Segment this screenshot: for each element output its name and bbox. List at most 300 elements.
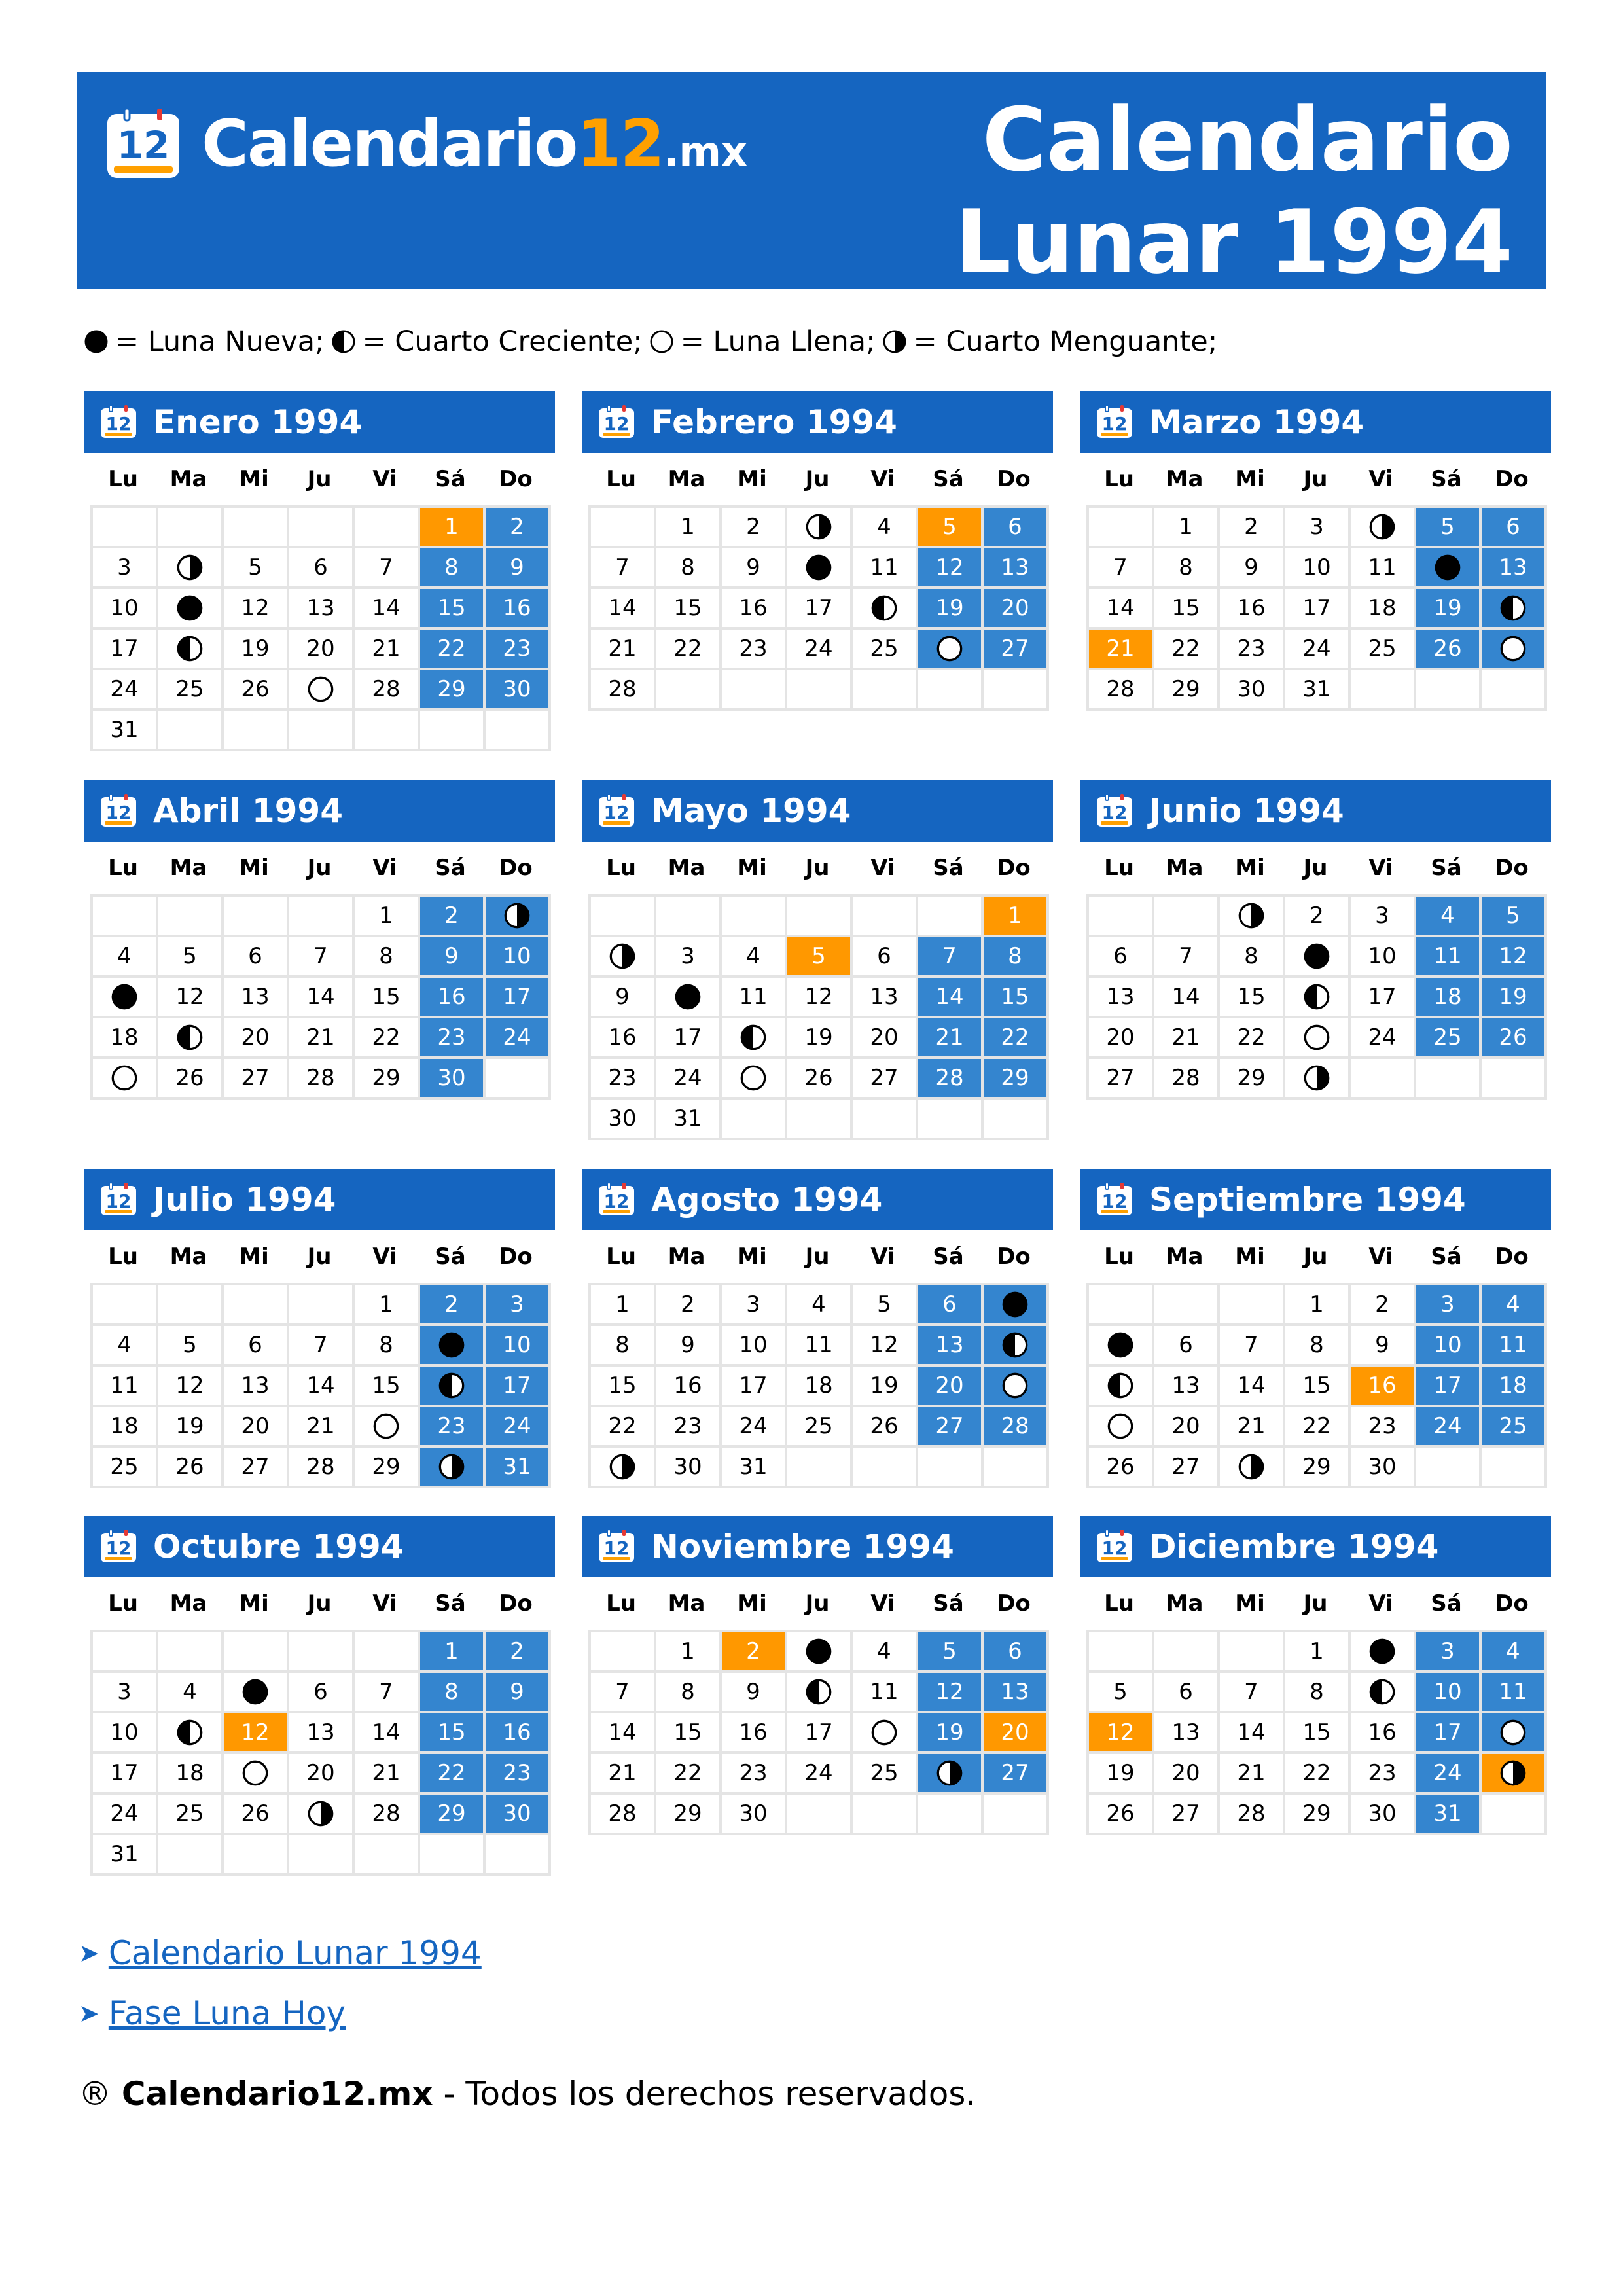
day-cell[interactable]: 23	[721, 628, 786, 669]
day-cell[interactable]: 11	[1480, 1325, 1546, 1365]
day-cell[interactable]: 20	[1088, 1017, 1153, 1058]
day-cell[interactable]: 28	[288, 1058, 353, 1098]
day-cell[interactable]: 26	[1088, 1793, 1153, 1834]
day-cell[interactable]: 24	[1349, 1017, 1415, 1058]
day-cell[interactable]: 17	[1415, 1712, 1480, 1753]
day-cell[interactable]: 25	[157, 1793, 223, 1834]
day-cell[interactable]: 14	[590, 588, 655, 628]
day-cell[interactable]: 17	[92, 628, 157, 669]
day-cell[interactable]: 5	[851, 1284, 917, 1325]
day-cell[interactable]: 8	[419, 547, 484, 588]
day-cell-moon[interactable]	[1284, 1058, 1349, 1098]
day-cell[interactable]: 19	[1480, 977, 1546, 1017]
link-0[interactable]: Calendario Lunar 1994	[108, 1934, 482, 1972]
day-cell[interactable]: 6	[1480, 507, 1546, 547]
day-cell[interactable]: 10	[1415, 1325, 1480, 1365]
day-cell[interactable]: 1	[353, 895, 419, 936]
day-cell[interactable]: 16	[1349, 1365, 1415, 1406]
day-cell[interactable]: 5	[157, 936, 223, 977]
day-cell[interactable]: 7	[1219, 1672, 1284, 1712]
day-cell[interactable]: 2	[419, 895, 484, 936]
day-cell[interactable]: 1	[353, 1284, 419, 1325]
day-cell[interactable]: 30	[1349, 1793, 1415, 1834]
day-cell[interactable]: 16	[655, 1365, 721, 1406]
day-cell-moon[interactable]	[786, 1672, 851, 1712]
day-cell-moon[interactable]	[484, 895, 550, 936]
day-cell[interactable]: 9	[655, 1325, 721, 1365]
day-cell-moon[interactable]	[157, 1017, 223, 1058]
day-cell[interactable]: 24	[1415, 1753, 1480, 1793]
day-cell[interactable]: 2	[721, 507, 786, 547]
day-cell[interactable]: 28	[982, 1406, 1048, 1446]
day-cell[interactable]: 7	[288, 936, 353, 977]
day-cell[interactable]: 6	[917, 1284, 982, 1325]
day-cell[interactable]: 28	[590, 669, 655, 709]
day-cell[interactable]: 21	[1219, 1753, 1284, 1793]
day-cell[interactable]: 25	[851, 628, 917, 669]
day-cell[interactable]: 15	[1284, 1365, 1349, 1406]
day-cell[interactable]: 13	[982, 1672, 1048, 1712]
day-cell[interactable]: 21	[590, 1753, 655, 1793]
day-cell[interactable]: 13	[1480, 547, 1546, 588]
day-cell[interactable]: 16	[419, 977, 484, 1017]
day-cell[interactable]: 17	[92, 1753, 157, 1793]
day-cell[interactable]: 1	[1153, 507, 1219, 547]
day-cell[interactable]: 4	[721, 936, 786, 977]
day-cell[interactable]: 20	[917, 1365, 982, 1406]
day-cell[interactable]: 13	[1153, 1365, 1219, 1406]
day-cell[interactable]: 18	[157, 1753, 223, 1793]
day-cell[interactable]: 6	[1088, 936, 1153, 977]
day-cell[interactable]: 8	[1219, 936, 1284, 977]
day-cell[interactable]: 22	[655, 1753, 721, 1793]
day-cell[interactable]: 14	[288, 977, 353, 1017]
day-cell[interactable]: 8	[655, 547, 721, 588]
day-cell[interactable]: 4	[851, 1631, 917, 1672]
day-cell[interactable]: 8	[982, 936, 1048, 977]
day-cell[interactable]: 5	[157, 1325, 223, 1365]
day-cell[interactable]: 4	[157, 1672, 223, 1712]
day-cell-moon[interactable]	[419, 1365, 484, 1406]
day-cell[interactable]: 5	[1088, 1672, 1153, 1712]
day-cell[interactable]: 2	[721, 1631, 786, 1672]
day-cell[interactable]: 19	[157, 1406, 223, 1446]
day-cell[interactable]: 15	[1284, 1712, 1349, 1753]
day-cell[interactable]: 28	[1219, 1793, 1284, 1834]
day-cell[interactable]: 16	[1349, 1712, 1415, 1753]
day-cell-moon[interactable]	[917, 1753, 982, 1793]
day-cell[interactable]: 27	[982, 1753, 1048, 1793]
day-cell[interactable]: 12	[223, 1712, 288, 1753]
day-cell[interactable]: 2	[1219, 507, 1284, 547]
day-cell[interactable]: 18	[1480, 1365, 1546, 1406]
day-cell[interactable]: 13	[917, 1325, 982, 1365]
day-cell[interactable]: 20	[1153, 1406, 1219, 1446]
day-cell[interactable]: 11	[786, 1325, 851, 1365]
day-cell[interactable]: 4	[1480, 1284, 1546, 1325]
day-cell[interactable]: 11	[721, 977, 786, 1017]
day-cell[interactable]: 25	[92, 1446, 157, 1487]
day-cell[interactable]: 6	[851, 936, 917, 977]
day-cell[interactable]: 8	[419, 1672, 484, 1712]
day-cell[interactable]: 22	[353, 1017, 419, 1058]
day-cell[interactable]: 13	[982, 547, 1048, 588]
day-cell[interactable]: 27	[223, 1446, 288, 1487]
day-cell[interactable]: 6	[288, 547, 353, 588]
day-cell[interactable]: 6	[288, 1672, 353, 1712]
day-cell[interactable]: 25	[157, 669, 223, 709]
day-cell[interactable]: 15	[590, 1365, 655, 1406]
day-cell[interactable]: 17	[1284, 588, 1349, 628]
day-cell[interactable]: 6	[1153, 1672, 1219, 1712]
day-cell[interactable]: 19	[851, 1365, 917, 1406]
day-cell[interactable]: 3	[484, 1284, 550, 1325]
day-cell[interactable]: 24	[484, 1406, 550, 1446]
day-cell[interactable]: 28	[353, 669, 419, 709]
day-cell[interactable]: 15	[353, 977, 419, 1017]
day-cell[interactable]: 2	[1349, 1284, 1415, 1325]
day-cell-moon[interactable]	[982, 1284, 1048, 1325]
day-cell[interactable]: 25	[1415, 1017, 1480, 1058]
day-cell[interactable]: 7	[353, 1672, 419, 1712]
day-cell[interactable]: 15	[655, 1712, 721, 1753]
site-logo[interactable]	[105, 107, 747, 181]
day-cell[interactable]: 6	[223, 936, 288, 977]
day-cell-moon[interactable]	[1415, 547, 1480, 588]
day-cell[interactable]: 29	[1284, 1793, 1349, 1834]
day-cell[interactable]: 2	[419, 1284, 484, 1325]
day-cell[interactable]: 20	[1153, 1753, 1219, 1793]
day-cell[interactable]: 24	[92, 1793, 157, 1834]
day-cell[interactable]: 28	[1153, 1058, 1219, 1098]
day-cell[interactable]: 27	[982, 628, 1048, 669]
day-cell[interactable]: 14	[1219, 1365, 1284, 1406]
day-cell[interactable]: 14	[353, 588, 419, 628]
day-cell[interactable]: 22	[1219, 1017, 1284, 1058]
day-cell[interactable]: 23	[419, 1406, 484, 1446]
day-cell[interactable]: 31	[655, 1098, 721, 1139]
day-cell-moon[interactable]	[1219, 895, 1284, 936]
day-cell[interactable]: 9	[484, 1672, 550, 1712]
day-cell[interactable]: 24	[655, 1058, 721, 1098]
day-cell[interactable]: 3	[655, 936, 721, 977]
day-cell[interactable]: 1	[655, 507, 721, 547]
day-cell[interactable]: 24	[1284, 628, 1349, 669]
day-cell-moon[interactable]	[223, 1672, 288, 1712]
day-cell[interactable]: 1	[1284, 1631, 1349, 1672]
day-cell[interactable]: 15	[353, 1365, 419, 1406]
day-cell[interactable]: 3	[1284, 507, 1349, 547]
day-cell[interactable]: 16	[484, 1712, 550, 1753]
day-cell[interactable]: 20	[851, 1017, 917, 1058]
day-cell[interactable]: 26	[223, 1793, 288, 1834]
day-cell[interactable]: 5	[223, 547, 288, 588]
day-cell-moon[interactable]	[157, 588, 223, 628]
day-cell[interactable]: 17	[721, 1365, 786, 1406]
day-cell[interactable]: 27	[851, 1058, 917, 1098]
day-cell-moon[interactable]	[851, 1712, 917, 1753]
day-cell[interactable]: 19	[917, 1712, 982, 1753]
day-cell[interactable]: 26	[851, 1406, 917, 1446]
day-cell-moon[interactable]	[419, 1325, 484, 1365]
day-cell-moon[interactable]	[851, 588, 917, 628]
day-cell[interactable]: 20	[288, 1753, 353, 1793]
day-cell[interactable]: 18	[92, 1406, 157, 1446]
day-cell-moon[interactable]	[92, 977, 157, 1017]
day-cell[interactable]: 9	[484, 547, 550, 588]
day-cell[interactable]: 30	[590, 1098, 655, 1139]
day-cell[interactable]: 27	[223, 1058, 288, 1098]
day-cell[interactable]: 17	[1415, 1365, 1480, 1406]
day-cell[interactable]: 1	[419, 1631, 484, 1672]
day-cell[interactable]: 3	[92, 1672, 157, 1712]
day-cell-moon[interactable]	[1480, 628, 1546, 669]
day-cell[interactable]: 29	[353, 1058, 419, 1098]
day-cell[interactable]: 3	[1349, 895, 1415, 936]
day-cell[interactable]: 12	[157, 977, 223, 1017]
day-cell-moon[interactable]	[786, 507, 851, 547]
day-cell[interactable]: 4	[1480, 1631, 1546, 1672]
day-cell-moon[interactable]	[982, 1365, 1048, 1406]
day-cell[interactable]: 1	[1284, 1284, 1349, 1325]
day-cell[interactable]: 22	[1153, 628, 1219, 669]
day-cell-moon[interactable]	[1284, 1017, 1349, 1058]
day-cell[interactable]: 27	[917, 1406, 982, 1446]
day-cell[interactable]: 21	[590, 628, 655, 669]
day-cell[interactable]: 7	[288, 1325, 353, 1365]
day-cell[interactable]: 16	[721, 1712, 786, 1753]
day-cell[interactable]: 10	[1349, 936, 1415, 977]
day-cell[interactable]: 26	[157, 1446, 223, 1487]
day-cell[interactable]: 21	[917, 1017, 982, 1058]
day-cell[interactable]: 20	[288, 628, 353, 669]
day-cell[interactable]: 30	[1219, 669, 1284, 709]
day-cell[interactable]: 20	[982, 1712, 1048, 1753]
day-cell[interactable]: 29	[1219, 1058, 1284, 1098]
day-cell-moon[interactable]	[1480, 1712, 1546, 1753]
day-cell[interactable]: 30	[484, 669, 550, 709]
day-cell[interactable]: 4	[92, 936, 157, 977]
day-cell[interactable]: 23	[1349, 1753, 1415, 1793]
day-cell[interactable]: 18	[92, 1017, 157, 1058]
day-cell[interactable]: 6	[982, 1631, 1048, 1672]
day-cell[interactable]: 27	[1153, 1446, 1219, 1487]
day-cell-moon[interactable]	[1088, 1325, 1153, 1365]
day-cell[interactable]: 15	[1219, 977, 1284, 1017]
day-cell[interactable]: 23	[1219, 628, 1284, 669]
day-cell[interactable]: 23	[484, 1753, 550, 1793]
day-cell[interactable]: 12	[917, 547, 982, 588]
day-cell[interactable]: 2	[655, 1284, 721, 1325]
day-cell[interactable]: 12	[917, 1672, 982, 1712]
day-cell-moon[interactable]	[1219, 1446, 1284, 1487]
day-cell[interactable]: 11	[1349, 547, 1415, 588]
day-cell[interactable]: 12	[851, 1325, 917, 1365]
day-cell[interactable]: 23	[721, 1753, 786, 1793]
day-cell[interactable]: 21	[288, 1017, 353, 1058]
day-cell[interactable]: 22	[590, 1406, 655, 1446]
day-cell[interactable]: 15	[419, 588, 484, 628]
day-cell[interactable]: 25	[851, 1753, 917, 1793]
day-cell[interactable]: 16	[484, 588, 550, 628]
day-cell-moon[interactable]	[1480, 588, 1546, 628]
day-cell[interactable]: 26	[223, 669, 288, 709]
day-cell[interactable]: 29	[353, 1446, 419, 1487]
day-cell[interactable]: 28	[590, 1793, 655, 1834]
day-cell[interactable]: 14	[1153, 977, 1219, 1017]
day-cell[interactable]: 1	[982, 895, 1048, 936]
day-cell[interactable]: 16	[721, 588, 786, 628]
day-cell[interactable]: 30	[721, 1793, 786, 1834]
day-cell[interactable]: 5	[1415, 507, 1480, 547]
day-cell[interactable]: 9	[1219, 547, 1284, 588]
day-cell[interactable]: 1	[655, 1631, 721, 1672]
day-cell[interactable]: 12	[157, 1365, 223, 1406]
day-cell[interactable]: 8	[353, 1325, 419, 1365]
day-cell-moon[interactable]	[419, 1446, 484, 1487]
day-cell[interactable]: 25	[786, 1406, 851, 1446]
day-cell[interactable]: 26	[1480, 1017, 1546, 1058]
day-cell[interactable]: 11	[1415, 936, 1480, 977]
day-cell[interactable]: 7	[353, 547, 419, 588]
day-cell[interactable]: 17	[1349, 977, 1415, 1017]
day-cell[interactable]: 17	[655, 1017, 721, 1058]
day-cell-moon[interactable]	[1088, 1406, 1153, 1446]
day-cell[interactable]: 1	[590, 1284, 655, 1325]
day-cell[interactable]: 14	[1219, 1712, 1284, 1753]
day-cell[interactable]: 10	[721, 1325, 786, 1365]
day-cell[interactable]: 19	[1088, 1753, 1153, 1793]
day-cell-moon[interactable]	[223, 1753, 288, 1793]
day-cell[interactable]: 7	[590, 1672, 655, 1712]
day-cell[interactable]: 7	[1153, 936, 1219, 977]
day-cell[interactable]: 13	[851, 977, 917, 1017]
day-cell[interactable]: 8	[1284, 1325, 1349, 1365]
day-cell[interactable]: 29	[419, 1793, 484, 1834]
day-cell[interactable]: 20	[223, 1017, 288, 1058]
day-cell[interactable]: 9	[419, 936, 484, 977]
day-cell[interactable]: 14	[1088, 588, 1153, 628]
day-cell[interactable]: 10	[1415, 1672, 1480, 1712]
day-cell[interactable]: 8	[1284, 1672, 1349, 1712]
day-cell[interactable]: 3	[721, 1284, 786, 1325]
day-cell[interactable]: 21	[1219, 1406, 1284, 1446]
day-cell[interactable]: 3	[92, 547, 157, 588]
day-cell[interactable]: 5	[1480, 895, 1546, 936]
day-cell[interactable]: 21	[353, 628, 419, 669]
day-cell-moon[interactable]	[721, 1017, 786, 1058]
day-cell[interactable]: 29	[655, 1793, 721, 1834]
day-cell[interactable]: 9	[721, 1672, 786, 1712]
day-cell[interactable]: 30	[1349, 1446, 1415, 1487]
day-cell[interactable]: 15	[655, 588, 721, 628]
day-cell[interactable]: 26	[786, 1058, 851, 1098]
day-cell[interactable]: 31	[1284, 669, 1349, 709]
day-cell-moon[interactable]	[157, 628, 223, 669]
day-cell[interactable]: 26	[157, 1058, 223, 1098]
day-cell[interactable]: 18	[786, 1365, 851, 1406]
day-cell[interactable]: 11	[92, 1365, 157, 1406]
day-cell[interactable]: 13	[223, 977, 288, 1017]
day-cell[interactable]: 19	[917, 588, 982, 628]
day-cell[interactable]: 13	[1153, 1712, 1219, 1753]
day-cell[interactable]: 19	[223, 628, 288, 669]
day-cell[interactable]: 23	[419, 1017, 484, 1058]
day-cell-moon[interactable]	[92, 1058, 157, 1098]
day-cell[interactable]: 30	[419, 1058, 484, 1098]
day-cell[interactable]: 2	[484, 507, 550, 547]
day-cell-moon[interactable]	[590, 1446, 655, 1487]
day-cell-moon[interactable]	[786, 547, 851, 588]
day-cell[interactable]: 16	[1219, 588, 1284, 628]
day-cell[interactable]: 3	[1415, 1631, 1480, 1672]
day-cell[interactable]: 22	[655, 628, 721, 669]
day-cell[interactable]: 17	[484, 1365, 550, 1406]
day-cell[interactable]: 10	[1284, 547, 1349, 588]
day-cell[interactable]: 31	[1415, 1793, 1480, 1834]
day-cell[interactable]: 11	[851, 1672, 917, 1712]
day-cell[interactable]: 13	[1088, 977, 1153, 1017]
day-cell-moon[interactable]	[157, 1712, 223, 1753]
day-cell[interactable]: 28	[1088, 669, 1153, 709]
day-cell[interactable]: 22	[1284, 1753, 1349, 1793]
day-cell[interactable]: 4	[851, 507, 917, 547]
day-cell-moon[interactable]	[1349, 1672, 1415, 1712]
day-cell[interactable]: 17	[786, 1712, 851, 1753]
day-cell[interactable]: 23	[590, 1058, 655, 1098]
day-cell[interactable]: 9	[1349, 1325, 1415, 1365]
day-cell[interactable]: 14	[288, 1365, 353, 1406]
day-cell[interactable]: 24	[1415, 1406, 1480, 1446]
day-cell[interactable]: 14	[353, 1712, 419, 1753]
day-cell[interactable]: 7	[1088, 547, 1153, 588]
day-cell[interactable]: 26	[1088, 1446, 1153, 1487]
day-cell[interactable]: 18	[1349, 588, 1415, 628]
day-cell[interactable]: 8	[590, 1325, 655, 1365]
day-cell[interactable]: 21	[353, 1753, 419, 1793]
day-cell[interactable]: 6	[982, 507, 1048, 547]
day-cell[interactable]: 31	[721, 1446, 786, 1487]
day-cell[interactable]: 23	[484, 628, 550, 669]
day-cell[interactable]: 19	[1415, 588, 1480, 628]
day-cell-moon[interactable]	[917, 628, 982, 669]
day-cell[interactable]: 6	[223, 1325, 288, 1365]
day-cell[interactable]: 20	[982, 588, 1048, 628]
day-cell[interactable]: 29	[982, 1058, 1048, 1098]
day-cell[interactable]: 4	[786, 1284, 851, 1325]
day-cell[interactable]: 27	[1153, 1793, 1219, 1834]
day-cell[interactable]: 22	[1284, 1406, 1349, 1446]
day-cell[interactable]: 12	[223, 588, 288, 628]
day-cell[interactable]: 24	[721, 1406, 786, 1446]
day-cell-moon[interactable]	[1349, 1631, 1415, 1672]
day-cell[interactable]: 10	[484, 1325, 550, 1365]
day-cell[interactable]: 26	[1415, 628, 1480, 669]
day-cell[interactable]: 24	[92, 669, 157, 709]
day-cell[interactable]: 15	[1153, 588, 1219, 628]
day-cell-moon[interactable]	[590, 936, 655, 977]
day-cell[interactable]: 2	[484, 1631, 550, 1672]
day-cell[interactable]: 14	[590, 1712, 655, 1753]
day-cell[interactable]: 10	[92, 588, 157, 628]
day-cell-moon[interactable]	[1284, 977, 1349, 1017]
day-cell[interactable]: 2	[1284, 895, 1349, 936]
day-cell-moon[interactable]	[353, 1406, 419, 1446]
day-cell[interactable]: 31	[92, 1834, 157, 1874]
day-cell[interactable]: 22	[982, 1017, 1048, 1058]
day-cell[interactable]: 28	[288, 1446, 353, 1487]
day-cell[interactable]: 16	[590, 1017, 655, 1058]
